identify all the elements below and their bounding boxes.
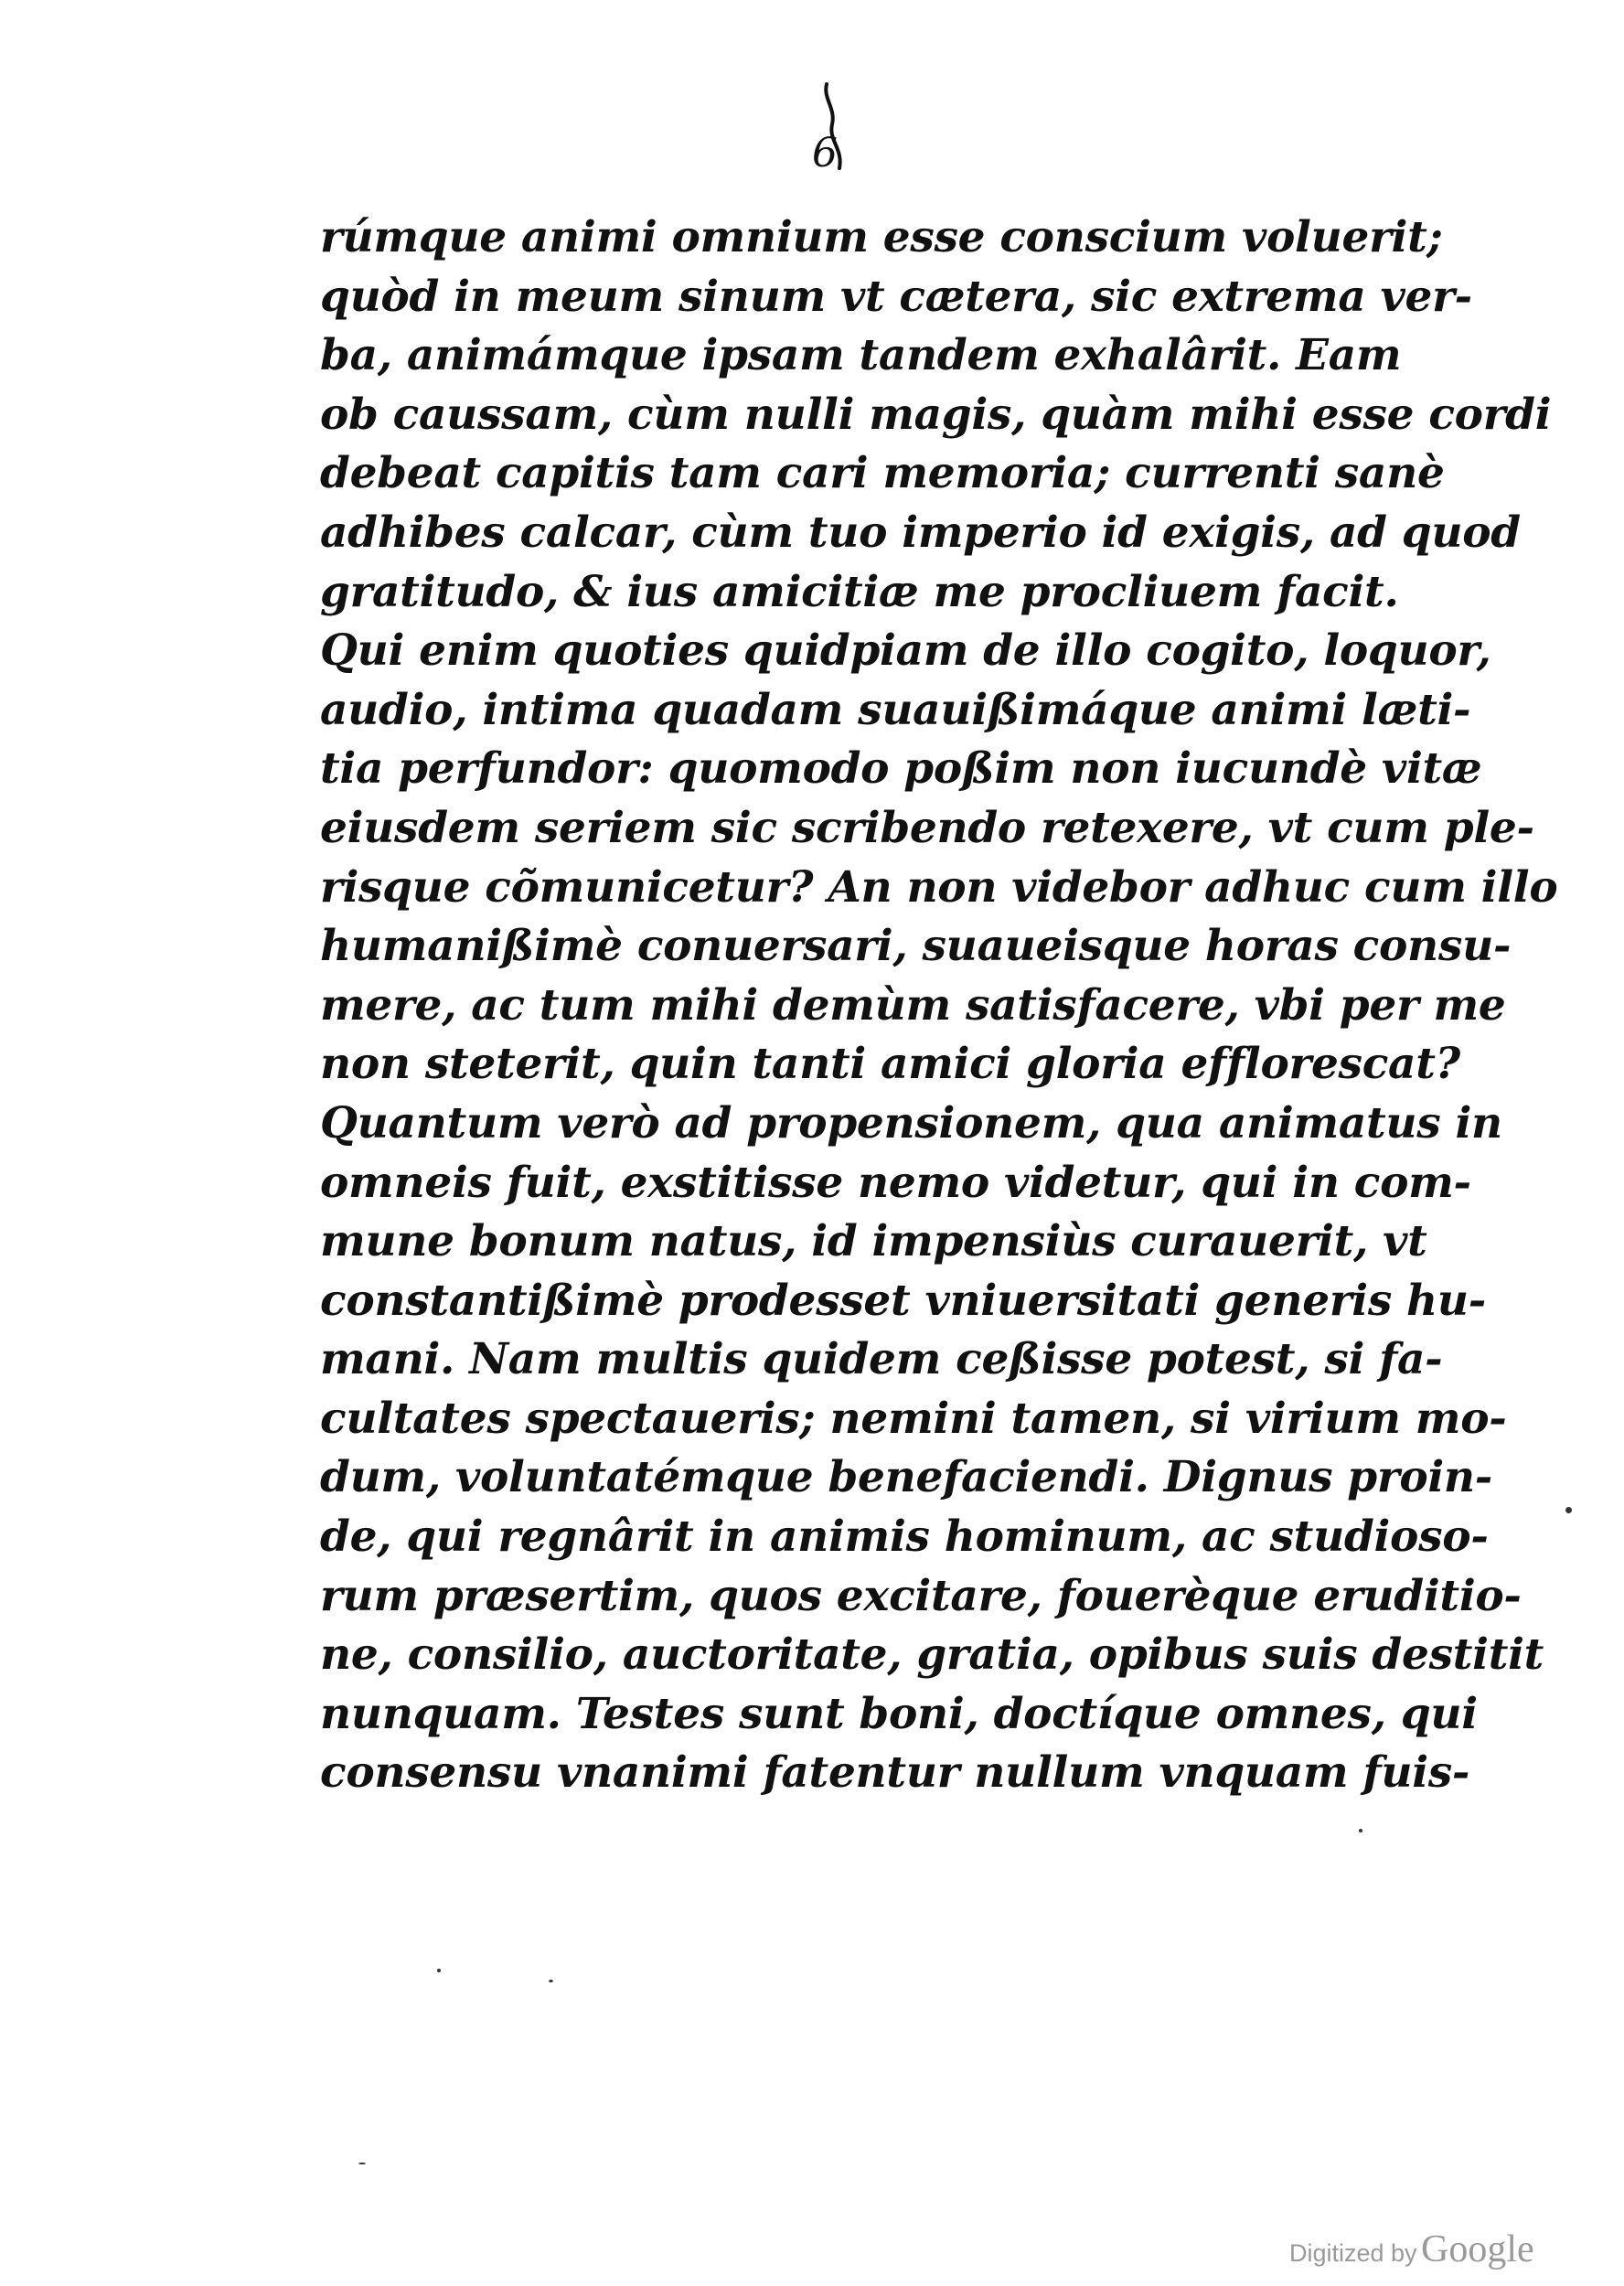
text-line: adhibes calcar, cùm tuo imperio id exigis, ad quod <box>320 507 1521 558</box>
text-line: eiusdem seriem sic scribendo retexere, vt cum ple- <box>320 802 1534 853</box>
text-line: non steterit, quin tanti amici gloria efflorescat? <box>320 1039 1460 1090</box>
text-line: gratitudo, & ius amicitiæ me procliuem facit. <box>320 566 1399 617</box>
scan-speck <box>549 1980 553 1982</box>
text-line: Qui enim quoties quidpiam de illo cogito, loquor, <box>320 625 1491 677</box>
digitized-by-google-watermark <box>1289 2222 1534 2277</box>
page-number: 6 <box>812 130 838 176</box>
scan-speck <box>437 1969 441 1972</box>
text-line: Quantum verò ad propensionem, qua animatus in <box>320 1097 1502 1148</box>
watermark-prefix: Digitized by <box>1289 2239 1417 2267</box>
text-line: ba, animámque ipsam tandem exhalârit. Eam <box>320 330 1402 381</box>
text-line: dum, voluntatémque benefaciendi. Dignus proin- <box>320 1452 1493 1503</box>
text-line: rúmque animi omnium esse conscium voluerit; <box>320 212 1443 262</box>
scan-speck <box>358 2163 366 2164</box>
text-line: risque cõmunicetur? An non videbor adhuc cum illo <box>320 861 1558 913</box>
text-line: rum præsertim, quos excitare, fouerèque eruditio- <box>320 1570 1522 1621</box>
text-line: de, qui regnârit in animis hominum, ac studioso- <box>320 1512 1489 1563</box>
text-line: constantißimè prodesset vniuersitati generis hu- <box>320 1275 1487 1326</box>
body-text <box>320 208 1558 1803</box>
text-line: tia perfundor: quomodo poßim non iucundè vitæ <box>320 743 1482 795</box>
scan-speck <box>1359 1829 1362 1832</box>
text-line: quòd in meum sinum vt cætera, sic extrema ver- <box>320 271 1472 322</box>
text-line: debeat capitis tam cari memoria; currenti sanè <box>320 448 1445 499</box>
text-line: ne, consilio, auctoritate, gratia, opibus suis destitit <box>320 1629 1544 1681</box>
google-logo-text: Google <box>1421 2228 1534 2270</box>
scan-speck <box>1565 1507 1572 1513</box>
text-line: mune bonum natus, id impensiùs curauerit, vt <box>320 1216 1427 1267</box>
text-line: nunquam. Testes sunt boni, doctíque omnes, qui <box>320 1688 1478 1739</box>
text-line: ob caussam, cùm nulli magis, quàm mihi esse cordi <box>320 389 1552 440</box>
text-line: omneis fuit, exstitisse nemo videtur, qui in com- <box>320 1157 1471 1208</box>
text-line: humanißimè conuersari, suaueisque horas consu- <box>320 921 1512 972</box>
text-line: mere, ac tum mihi demùm satisfacere, vbi per me <box>320 979 1506 1031</box>
text-line: mani. Nam multis quidem ceßisse potest, si fa- <box>320 1334 1443 1385</box>
text-line: cultates spectaueris; nemini tamen, si virium mo- <box>320 1393 1507 1444</box>
text-line: consensu vnanimi fatentur nullum vnquam fuis- <box>320 1747 1470 1799</box>
text-line: audio, intima quadam suauißimáque animi læti- <box>320 684 1471 735</box>
